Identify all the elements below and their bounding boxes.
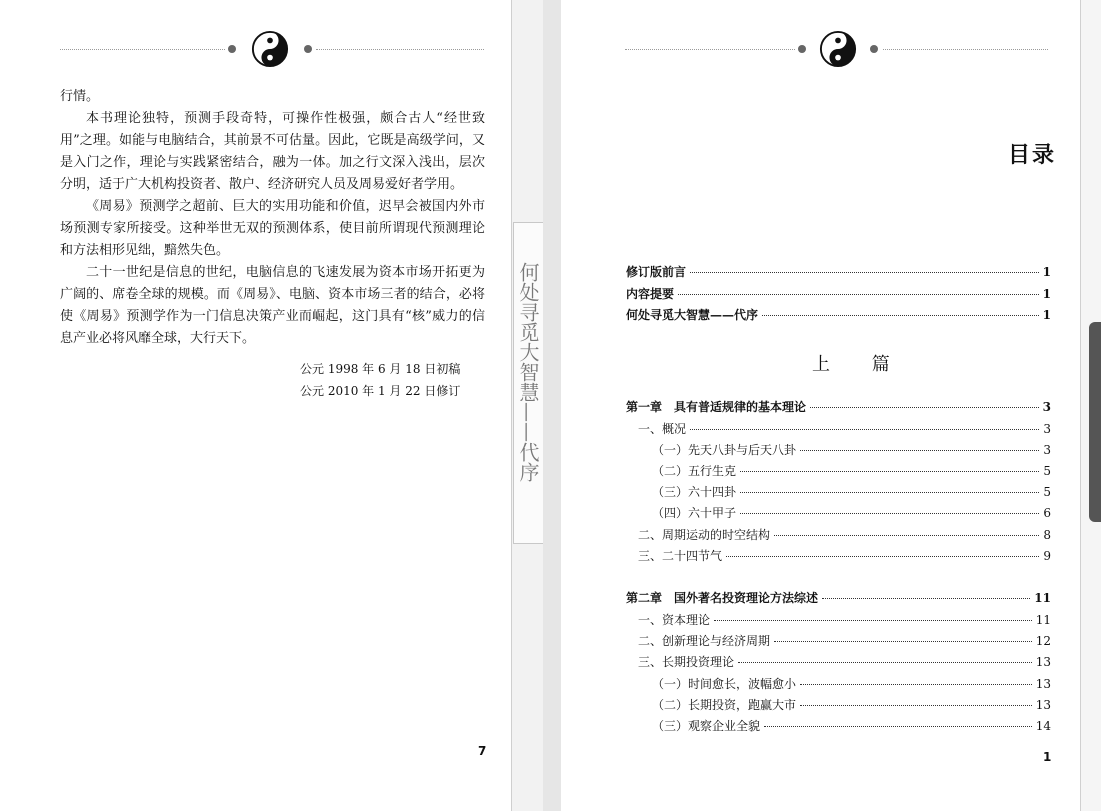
toc-leader-dots <box>822 598 1030 599</box>
toc-entry-page: 12 <box>1035 634 1051 648</box>
toc-entry-page: 9 <box>1043 549 1051 563</box>
toc-entry[interactable] <box>652 462 1051 482</box>
page-gutter <box>543 0 561 811</box>
toc-entry[interactable] <box>626 263 1051 283</box>
toc-entry[interactable] <box>638 611 1051 631</box>
toc-entry-label: 一、资本理论 <box>638 613 711 627</box>
toc-entry-page: 13 <box>1035 655 1051 669</box>
toc-entry-label: 第一章 具有普适规律的基本理论 <box>626 400 807 414</box>
date-first-draft: 公元 1998 年 6 月 18 日初稿 <box>300 362 461 376</box>
toc-entry-label: 何处寻觅大智慧——代序 <box>626 308 759 322</box>
toc-entry[interactable] <box>652 717 1051 737</box>
toc-entry[interactable] <box>652 441 1051 461</box>
toc-entry-page: 13 <box>1035 698 1051 712</box>
toc-entry-page: 6 <box>1043 506 1051 520</box>
toc-title: 目录 <box>1008 143 1057 168</box>
toc-entry-label: 一、概况 <box>638 422 687 436</box>
header-ornament <box>0 30 543 70</box>
paragraph: 行情。 <box>60 89 100 104</box>
toc-entry[interactable] <box>626 285 1051 305</box>
toc-entry[interactable] <box>652 504 1051 524</box>
toc-entry[interactable] <box>652 675 1051 695</box>
toc-leader-dots <box>740 513 1039 514</box>
toc-leader-dots <box>726 556 1039 557</box>
toc-leader-dots <box>740 492 1039 493</box>
toc-entry-page: 11 <box>1034 591 1051 605</box>
toc-entry-label: 三、长期投资理论 <box>638 655 735 669</box>
toc-leader-dots <box>800 705 1032 706</box>
toc-leader-dots <box>740 471 1039 472</box>
toc-leader-dots <box>690 429 1039 430</box>
toc-leader-dots <box>774 535 1039 536</box>
header-ornament <box>561 30 1101 70</box>
body-text <box>60 86 485 350</box>
toc-entry[interactable] <box>638 526 1051 546</box>
date-revised: 公元 2010 年 1 月 22 日修订 <box>300 384 461 398</box>
toc-entry-label: 二、创新理论与经济周期 <box>638 634 771 648</box>
toc-entry-page: 11 <box>1035 613 1051 627</box>
left-page <box>0 0 543 811</box>
toc-entry-label: （一）先天八卦与后天八卦 <box>652 443 797 457</box>
toc-leader-dots <box>714 620 1032 621</box>
toc-entry[interactable] <box>652 696 1051 716</box>
toc-leader-dots <box>800 684 1032 685</box>
toc-leader-dots <box>764 726 1032 727</box>
page-number: 1 <box>1043 750 1052 764</box>
toc-entry-page: 1 <box>1042 287 1051 301</box>
toc-leader-dots <box>810 407 1039 408</box>
toc-entry-label: （三）六十四卦 <box>652 485 737 499</box>
toc-leader-dots <box>762 315 1039 316</box>
toc-entry-page: 14 <box>1035 719 1051 733</box>
toc-leader-dots <box>690 272 1039 273</box>
toc-entry-label: （三）观察企业全貌 <box>652 719 761 733</box>
page-number: 7 <box>478 744 487 758</box>
yin-yang-icon <box>819 30 857 68</box>
toc-entry-label: 三、二十四节气 <box>638 549 723 563</box>
toc-leader-dots <box>738 662 1032 663</box>
toc-entry-page: 3 <box>1043 443 1051 457</box>
paragraph: 《周易》预测学之超前、巨大的实用功能和价值，迟早会被国内外市场预测专家所接受。这种举世无双的预测体系，使目前所谓现代预测理论和方法相形见绌，黯然失色。 <box>60 199 485 258</box>
toc-entry-page: 13 <box>1035 677 1051 691</box>
toc-entry[interactable] <box>652 483 1051 503</box>
yin-yang-icon <box>251 30 289 68</box>
toc-entry-label: （四）六十甲子 <box>652 506 737 520</box>
date-block <box>300 358 460 402</box>
toc-entry-label: 修订版前言 <box>626 265 687 279</box>
toc-entry[interactable] <box>626 306 1051 326</box>
toc-entry-page: 1 <box>1042 308 1051 322</box>
toc-entry-page: 3 <box>1042 400 1051 414</box>
toc-entry-label: （二）五行生克 <box>652 464 737 478</box>
section-heading: 上 篇 <box>812 354 908 375</box>
right-page-edge <box>1080 0 1101 811</box>
toc-entry-label: 第二章 国外著名投资理论方法综述 <box>626 591 819 605</box>
toc-entry-label: 二、周期运动的时空结构 <box>638 528 771 542</box>
toc-entry-page: 5 <box>1043 485 1051 499</box>
paragraph: 二十一世纪是信息的世纪，电脑信息的飞速发展为资本市场开拓更为广阔的、席卷全球的规模。而《周易》、电脑、资本市场三者的结合，必将使《周易》预测学作为一门信息决策产业而崛起，这门具有“核”威力的信息产业必将风靡全球，大行天下。 <box>60 265 485 346</box>
toc-entry[interactable] <box>626 398 1051 418</box>
toc-leader-dots <box>678 294 1039 295</box>
toc-entry-page: 5 <box>1043 464 1051 478</box>
toc-entry[interactable] <box>626 589 1051 609</box>
toc-entry-page: 8 <box>1043 528 1051 542</box>
toc-entry-label: （二）长期投资，跑赢大市 <box>652 698 797 712</box>
toc-leader-dots <box>800 450 1039 451</box>
toc-entry[interactable] <box>638 547 1051 567</box>
toc-entry-label: （一）时间愈长，波幅愈小 <box>652 677 797 691</box>
toc-entry-label: 内容提要 <box>626 287 675 301</box>
toc-entry-page: 1 <box>1042 265 1051 279</box>
spine-text: 何处寻觅大智慧——代序 <box>516 262 540 482</box>
toc-entry[interactable] <box>638 420 1051 440</box>
toc-leader-dots <box>774 641 1032 642</box>
toc-entry[interactable] <box>638 632 1051 652</box>
toc-entry-page: 3 <box>1043 422 1051 436</box>
paragraph: 本书理论独特，预测手段奇特，可操作性极强，颇合古人“经世致用”之理。如能与电脑结合，其前景不可估量。因此，它既是高级学问，又是入门之作，理论与实践紧密结合，融为一体。加之行文深入浅出，层次分明，适于广大机构投资者、散户、经济研究人员及周易爱好者学用。 <box>60 111 485 192</box>
toc-entry[interactable] <box>638 653 1051 673</box>
